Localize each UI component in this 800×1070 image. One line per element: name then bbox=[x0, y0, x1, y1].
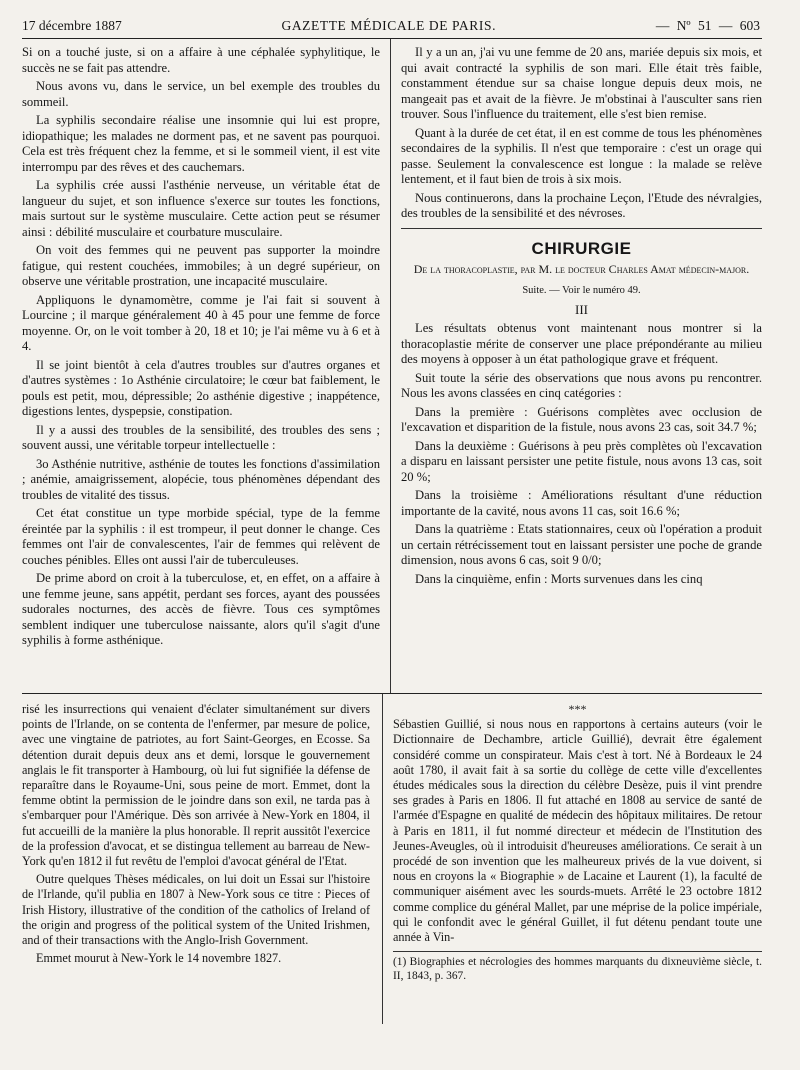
paragraph: Suit toute la série des observations que nous avons pu rencontrer. Nous les avons classées en cinq catégories : bbox=[401, 370, 762, 400]
left-column bbox=[22, 39, 390, 693]
article-suite: Suite. — Voir le numéro 49. bbox=[522, 285, 641, 296]
paragraph: Outre quelques Thèses médicales, on lui doit un Essai sur l'histoire de l'Irlande, qu'il publia en 1807 à New-York sous ce titre : Pieces of Irish History, illustrative of the condition of the catholics of Ireland of the origin and progress of the political system of the United Irishmen, and of their transactions with the Anglo-Irish Government. bbox=[22, 872, 370, 948]
paragraph: 3o Asthénie nutritive, asthénie de toutes les fonctions d'assimilation ; anémie, amaigrissement, alopécie, tous phénomènes dépendant des troubles de vitalité des tissus. bbox=[22, 456, 380, 502]
paragraph: Quant à la durée de cet état, il en est comme de tous les phénomènes secondaires de la syphilis. Il n'est que temporaire : c'est un orage qui passe. Seulement la convalescence est longue : la malade se relève lentement, et il faut bien de trois à six mois. bbox=[401, 125, 762, 186]
article-body bbox=[401, 321, 762, 587]
header-folio: — Nº 51 — 603 bbox=[655, 18, 760, 33]
paragraph: De prime abord on croit à la tuberculose, et, en effet, on a affaire à une femme jeune, sans appétit, perdant ses forces, ayant des poussées sudorales nocturnes, des accès de fièvre. Tous ces symptômes semblent indiquer une tuberculose naissante, alors qu'il s'agit d'une syphilis à forme asthénique. bbox=[22, 571, 380, 647]
feuilleton-left-column bbox=[22, 694, 382, 1024]
paragraph: Nous continuerons, dans la prochaine Leçon, l'Etude des névralgies, des troubles de la sensibilité et des névroses. bbox=[401, 190, 762, 220]
feuilleton-right-body bbox=[393, 717, 762, 945]
paragraph: Les résultats obtenus vont maintenant nous montrer si la thoracoplastie mérite de conserver une place prépondérante au milieu des moyens à opposer à un état pathologique grave et fréquent. bbox=[401, 321, 762, 366]
paragraph: risé les insurrections qui venaient d'éclater simultanément sur divers points de l'Irlande, on se contenta de l'enfermer, par mesure de police, avec une vingtaine de patriotes, au fort Saint-Georges, en Ecosse. Sa détention durait depuis deux ans et demi, lorsque le gouvernement anglais le fit transporter à Hambourg, où lui fut signifiée la défense de reparaître dans le Royaume-Uni, sous peine de mort. Emmet, dont la femme obtint la permission de le joindre dans son exil, ne tarda pas à s'embarquer pour l'Amérique. Dès son arrivée à New-York en 1804, il fut accueilli de la manière la plus honorable. Il reprit aussitôt l'exercice de la profession d'avocat, et se distingua tellement au barreau de New-York qu'en 1812 il fut revêtu de l'emploi d'avocat général de l'Etat. bbox=[22, 702, 370, 869]
section-title: CHIRURGIE bbox=[531, 238, 632, 258]
paragraph: Dans la première : Guérisons complètes avec occlusion de l'excavation et disparition de la fistule, nous avons 23 cas, soit 34.7 %; bbox=[401, 404, 762, 434]
paragraph: Sébastien Guillié, si nous nous en rapportons à certains auteurs (voir le Dictionnaire de Dechambre, article Guillié), devrait être également considéré comme un conspirateur. Mais c'est à tort. Né à Bordeaux le 24 août 1780, il avait fait à sa sortie du collège de cette ville d'excellentes études médicales sous la direction du célèbre Desèze, puis il vint prendre ses grades à Paris en 1806. Il fut attaché en 1808 au service de santé de l'armée d'Espagne en qualité de médecin des hôpitaux militaires. De retour à Paris en 1811, il fut nommé directeur et médecin de l'Institution des Jeunes-Aveugles, où il introduisit d'heureuses améliorations. Ce serait à un procédé de son invention que les malheureux privés de la vue doivent, si nous en croyons la « Biographie » de Lacaine et Laurent (1), la faculté de communiquer aisément avec les sourds-muets. Arrêté le 23 octobre 1812 comme complice du général Mallet, par une méprise de la police impériale, qui le confondit avec le général Guillet, il fut détenu pendant toute une année à Vin- bbox=[393, 717, 762, 945]
top-section bbox=[22, 39, 762, 694]
right-column-intro bbox=[401, 45, 762, 222]
header-date: 17 décembre 1887 bbox=[22, 18, 122, 33]
paragraph: Emmet mourut à New-York le 14 novembre 1827. bbox=[36, 951, 282, 966]
header-title: GAZETTE MÉDICALE DE PARIS. bbox=[281, 18, 497, 33]
asterism-mark: *** bbox=[568, 702, 587, 716]
paragraph: Dans la deuxième : Guérisons à peu près complètes où l'excavation a disparu en laissant persister une petite fistule, nous avons 13 cas, soit 20 %; bbox=[401, 438, 762, 484]
paragraph: Cet état constitue un type morbide spécial, type de la femme éreintée par la syphilis : il est trompeur, il peut donner le change. Ces femmes ont l'air de convalescentes, l'air de femmes qui relèvent de couches pénibles. Elles ont aussi l'air de tuberculeuses. bbox=[22, 506, 380, 567]
footnote-divider bbox=[393, 951, 762, 952]
feuilleton-section bbox=[22, 694, 762, 1024]
article-title: De la thoracoplastie, par M. le docteur Charles Amat médecin-major. bbox=[413, 262, 750, 276]
paragraph: Dans la cinquième, enfin : Morts survenues dans les cinq bbox=[415, 571, 703, 586]
paragraph: Si on a touché juste, si on a affaire à une céphalée syphylitique, le succès ne se fait pas attendre. bbox=[22, 45, 380, 75]
footnote: (1) Biographies et nécrologies des hommes marquants du dixneuvième siècle, t. II, 1843, p. 367. bbox=[393, 956, 762, 983]
paragraph: Appliquons le dynamomètre, comme je l'ai fait si souvent à Lourcine ; il marque généralement 40 à 45 pour une femme de force moyenne. Or, on le voit tomber à 20, 18 et 10; je l'ai même vu à 6 et à 4. bbox=[22, 292, 380, 353]
block-divider bbox=[401, 228, 762, 229]
paragraph: On voit des femmes qui ne peuvent pas supporter la moindre fatigue, qui restent couchées, immobiles; à un degré supérieur, on observe une véritable prostration, une incapacité musculaire. bbox=[22, 243, 380, 288]
page-header bbox=[22, 18, 762, 39]
article-roman-numeral: III bbox=[575, 301, 588, 317]
right-column bbox=[390, 39, 762, 693]
paragraph: La syphilis crée aussi l'asthénie nerveuse, un véritable état de langueur du sujet, et son influence s'exerce sur toutes les fonctions, mais surtout sur le système musculaire. Cette action peut se résumer ainsi : débilité musculaire et courbature musculaire. bbox=[22, 178, 380, 239]
paragraph: La syphilis secondaire réalise une insomnie qui lui est propre, idiopathique; les malades ne dorment pas, et ne savent pas pourquoi. Cela est très fréquent chez la femme, et si le sommeil vient, il est vite interrompu par des rêves et des cauchemars. bbox=[22, 113, 380, 174]
paragraph: Il se joint bientôt à cela d'autres troubles sur d'autres organes et d'autres systèmes : 1o Asthénie circulatoire; le cœur bat faiblement, le pouls est petit, mou, dépressible; 2o asthénie digestive ; inappétence, digestions lentes, dyspepsie, constipation. bbox=[22, 357, 380, 418]
paragraph: Nous avons vu, dans le service, un bel exemple des troubles du sommeil. bbox=[22, 79, 380, 109]
feuilleton-right-column bbox=[382, 694, 762, 1024]
paragraph: Il y a un an, j'ai vu une femme de 20 ans, mariée depuis six mois, et qui avait contracté la syphilis de son mari. Elle était très faible, constamment étendue sur sa chaise longue depuis deux mois, ne mangeait pas et avait de la fièvre. Je m'obstinai à l'ausculter sans rien trouver. Sous l'influence du traitement, elle s'est bien remise. bbox=[401, 45, 762, 121]
paragraph: Il y a aussi des troubles de la sensibilité, des troubles des sens ; souvent aussi, une véritable torpeur intellectuelle : bbox=[22, 422, 380, 452]
paragraph: Dans la quatrième : Etats stationnaires, ceux où l'opération a produit un certain rétrécissement tout en laissant persister une poche de grande dimension, nous avons 6 cas, soit 9 0/0; bbox=[401, 522, 762, 567]
paragraph: Dans la troisième : Améliorations résultant d'une réduction importante de la cavité, nous avons 11 cas, soit 16.6 %; bbox=[401, 488, 762, 518]
